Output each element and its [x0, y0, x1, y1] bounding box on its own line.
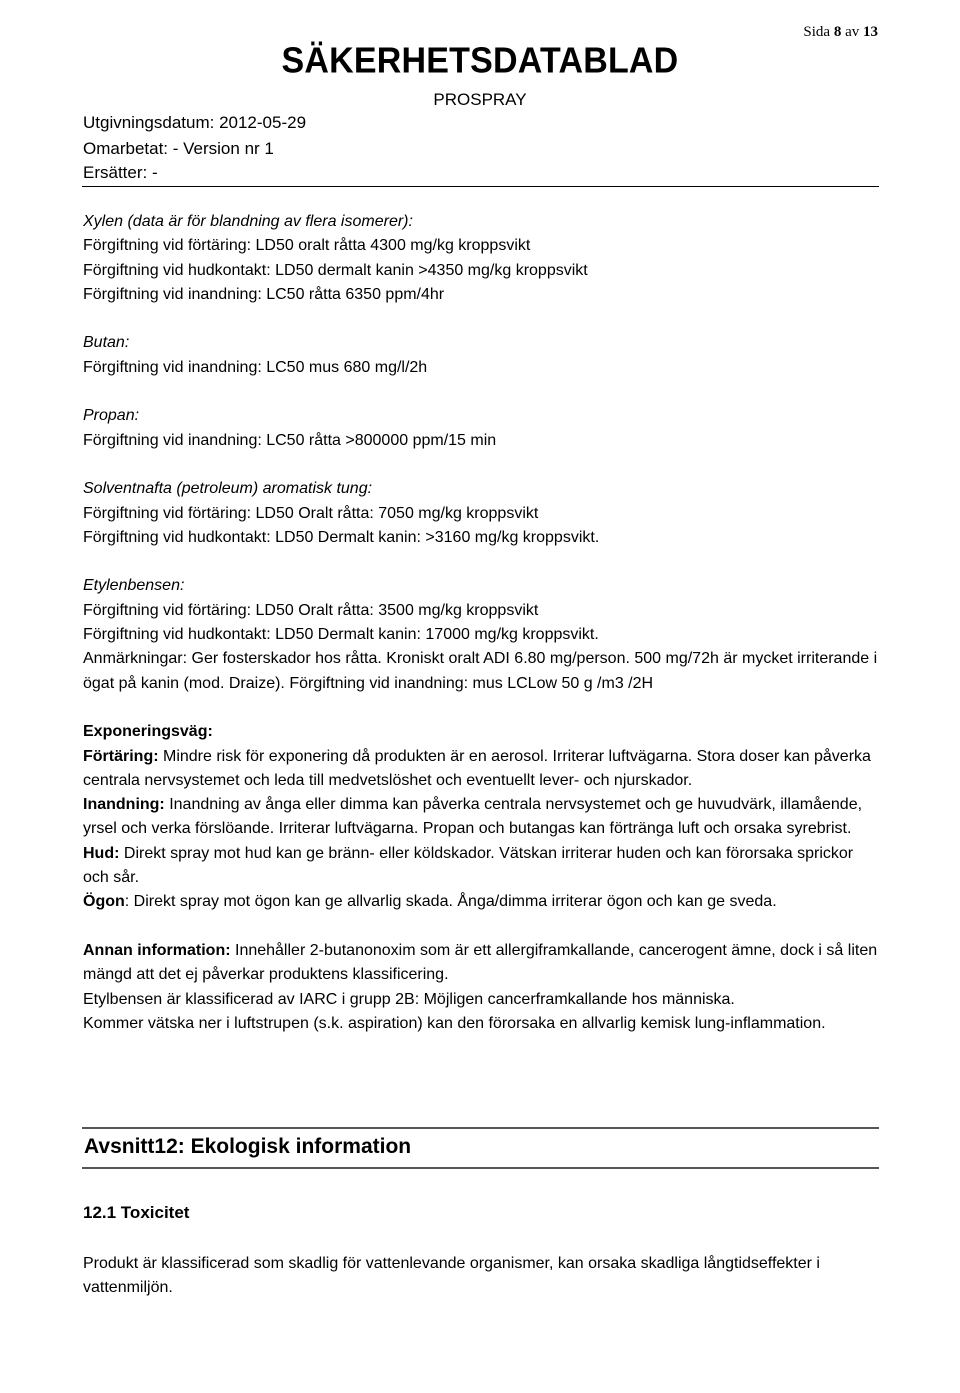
- section-12-header: [82, 1127, 879, 1169]
- skin-label: Hud:: [83, 844, 120, 862]
- ingestion-label: Förtäring:: [83, 747, 159, 765]
- other-text: Innehåller 2-butanonoxim som är ett allergiframkallande, cancerogent ämne, dock i så liten mängd att det ej påverkar produktens klassificering.: [83, 941, 878, 984]
- eyes-label: Ögon: [83, 893, 125, 911]
- page-total: 13: [863, 24, 878, 40]
- revision-info: Omarbetat: - Version nr 1: [83, 139, 274, 158]
- page-number: [803, 24, 878, 41]
- page-mid: av: [845, 24, 860, 40]
- other-iarc: Etylbensen är klassificerad av IARC i grupp 2B: Möjligen cancerframkallande hos människa.: [83, 990, 735, 1008]
- toxicology-content: [83, 210, 878, 1036]
- document-title: SÄKERHETSDATABLAD: [281, 41, 679, 81]
- section-12-title: Avsnitt12: Ekologisk information: [84, 1135, 412, 1158]
- exposure-heading: Exponeringsväg:: [83, 723, 213, 741]
- subsection-toxicity-title: 12.1 Toxicitet: [83, 1203, 190, 1222]
- product-name: PROSPRAY: [433, 90, 527, 109]
- exposure-eyes: [83, 890, 878, 914]
- other-aspiration: Kommer vätska ner i luftstrupen (s.k. aspiration) kan den förorsaka en allvarlig kemisk lung-inflammation.: [83, 1014, 826, 1032]
- xylene-line: Förgiftning vid hudkontakt: LD50 dermalt kanin >4350 mg/kg kroppsvikt: [83, 261, 588, 279]
- inhalation-text: Inandning av ånga eller dimma kan påverka centrala nervsystemet och ge huvudvärk, illamående, yrsel och verka förslöande. Irriterar luftvägarna. Propan och butangas kan förtränga luft och orsaka syrebrist.: [83, 796, 863, 838]
- solvent-line: Förgiftning vid förtäring: LD50 Oralt råtta: 7050 mg/kg kroppsvikt: [83, 504, 539, 522]
- exposure-ingestion: [83, 745, 878, 794]
- ethylbenzene-line: Förgiftning vid förtäring: LD50 Oralt råtta: 3500 mg/kg kroppsvikt: [83, 601, 539, 619]
- ingestion-text: Mindre risk för exponering då produkten är en aerosol. Irriterar luftvägarna. Stora doser kan påverka centrala nervsystemet och leda till medvetslöshet och eventuellt lever- och njurskador.: [83, 747, 871, 789]
- page-current: 8: [833, 24, 842, 40]
- ethylbenzene-remarks: Anmärkningar: Ger fosterskador hos råtta. Kroniskt oralt ADI 6.80 mg/person. 500 mg/72h är mycket irriterande i ögat på kanin (mod. Draize). Förgiftning vid inandning: mus LCLow 50 g /m3 /2H: [83, 650, 878, 692]
- ecotoxicity-text: Produkt är klassificerad som skadlig för vattenlevande organismer, kan orsaka skadliga långtidseffekter i vattenmiljön.: [83, 1255, 820, 1297]
- eyes-text: : Direkt spray mot ögon kan ge allvarlig skada. Ånga/dimma irriterar ögon och kan ge sveda.: [124, 893, 777, 911]
- skin-text: Direkt spray mot hud kan ge bränn- eller köldskador. Vätskan irriterar huden och kan förorsaka sprickor och sår.: [83, 844, 854, 887]
- header-divider: [82, 186, 879, 187]
- ethylbenzene-line: Förgiftning vid hudkontakt: LD50 Dermalt kanin: 17000 mg/kg kroppsvikt.: [83, 626, 599, 644]
- butane-heading: Butan:: [83, 334, 130, 352]
- xylene-line: Förgiftning vid inandning: LC50 råtta 6350 ppm/4hr: [83, 285, 445, 303]
- propane-heading: Propan:: [83, 407, 140, 425]
- replaces-info: Ersätter: -: [83, 163, 158, 182]
- butane-line: Förgiftning vid inandning: LC50 mus 680 mg/l/2h: [83, 358, 428, 376]
- solvent-heading: Solventnafta (petroleum) aromatisk tung:: [83, 480, 373, 498]
- page-prefix: Sida: [803, 24, 831, 40]
- exposure-inhalation: [83, 793, 878, 842]
- xylene-line: Förgiftning vid förtäring: LD50 oralt råtta 4300 mg/kg kroppsvikt: [83, 237, 531, 255]
- ethylbenzene-heading: Etylenbensen:: [83, 577, 185, 595]
- other-label: Annan information:: [83, 941, 231, 959]
- exposure-skin: [83, 842, 878, 891]
- solvent-line: Förgiftning vid hudkontakt: LD50 Dermalt kanin: >3160 mg/kg kroppsvikt.: [83, 528, 600, 546]
- propane-line: Förgiftning vid inandning: LC50 råtta >800000 ppm/15 min: [83, 431, 497, 449]
- inhalation-label: Inandning:: [83, 796, 165, 814]
- issue-date: Utgivningsdatum: 2012-05-29: [83, 113, 307, 132]
- other-information: [83, 939, 878, 988]
- xylene-heading: Xylen (data är för blandning av flera isomerer):: [83, 213, 413, 230]
